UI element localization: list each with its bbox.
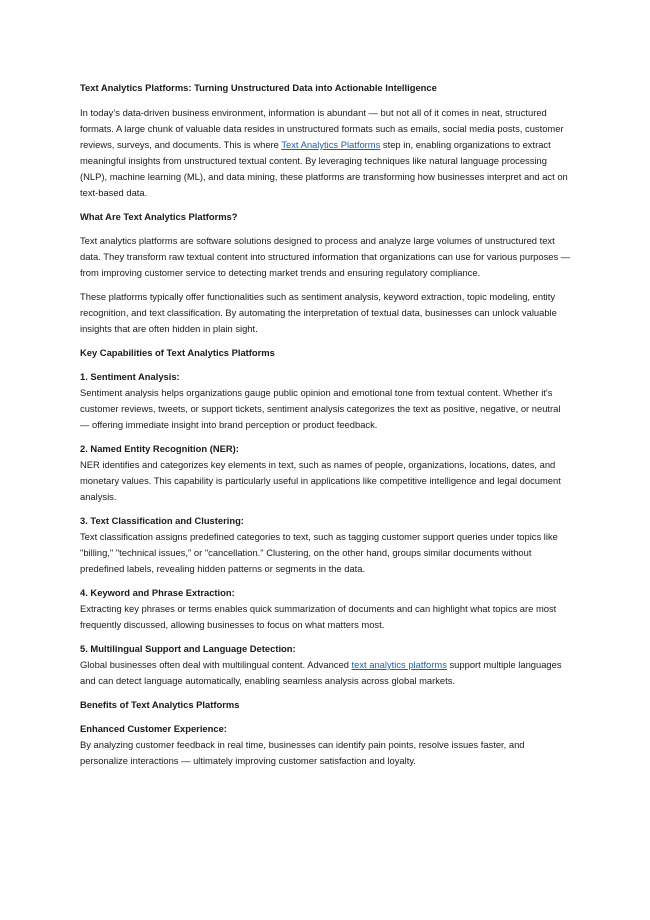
capability-body <box>80 657 572 689</box>
benefit-title: Enhanced Customer Experience: <box>80 723 227 734</box>
document-body <box>80 80 572 777</box>
what-are-heading: What Are Text Analytics Platforms? <box>80 211 238 222</box>
capability-ner <box>80 441 572 505</box>
capability-multilingual <box>80 641 572 689</box>
text-analytics-platforms-link[interactable]: Text Analytics Platforms <box>281 139 381 150</box>
intro-text-start: In today’s data-driven business environment, information is abundant — but not all of it comes in neat, structured formats. A large chunk of valuable data resides in unstructured formats such as emails, social media posts, customer reviews, surveys, and documents. This is where <box>80 107 564 150</box>
capability-title: 5. Multilingual Support and Language Detection: <box>80 643 296 654</box>
benefits-heading: Benefits of Text Analytics Platforms <box>80 699 240 710</box>
text-analytics-platforms-link-2[interactable]: text analytics platforms <box>351 659 447 670</box>
capability-body: NER identifies and categorizes key elements in text, such as names of people, organizations, locations, dates, and monetary values. This capability is particularly useful in applications like competitive intelligence and legal document analysis. <box>80 459 561 502</box>
capabilities-heading: Key Capabilities of Text Analytics Platforms <box>80 347 275 358</box>
intro-paragraph <box>80 105 572 201</box>
document-title: Text Analytics Platforms: Turning Unstructured Data into Actionable Intelligence <box>80 82 437 93</box>
capability-title: 1. Sentiment Analysis: <box>80 371 180 382</box>
capability-keyword-extraction <box>80 585 572 633</box>
multilingual-text-end: support multiple languages and can detect language automatically, enabling seamless analysis across global markets. <box>80 659 562 686</box>
capability-title: 3. Text Classification and Clustering: <box>80 515 244 526</box>
benefit-customer-experience <box>80 721 572 769</box>
capability-title: 2. Named Entity Recognition (NER): <box>80 443 239 454</box>
capability-classification <box>80 513 572 577</box>
capability-body: Sentiment analysis helps organizations gauge public opinion and emotional tone from textual content. Whether it's customer reviews, tweets, or support tickets, sentiment analysis categorizes the text as positive, negative, or neutral — offering immediate insight into brand perception or product feedback. <box>80 387 561 430</box>
what-are-paragraph-1: Text analytics platforms are software solutions designed to process and analyze large volumes of unstructured text data. They transform raw textual content into structured information that organizations can use for various purposes — from improving customer service to detecting market trends and ensuring regulatory compliance. <box>80 235 571 278</box>
multilingual-text-start: Global businesses often deal with multilingual content. Advanced <box>80 659 352 670</box>
benefit-body: By analyzing customer feedback in real time, businesses can identify pain points, resolve issues faster, and personalize interactions — ultimately improving customer satisfaction and loyalty. <box>80 739 525 766</box>
capability-body: Text classification assigns predefined categories to text, such as tagging customer support queries under topics like "billing," "technical issues," or "cancellation." Clustering, on the other hand, groups similar documents without predefined labels, revealing hidden patterns or segments in the data. <box>80 531 558 574</box>
intro-text-end: step in, enabling organizations to extract meaningful insights from unstructured textual content. By leveraging techniques like natural language processing (NLP), machine learning (ML), and data mining, these platforms are transforming how businesses interpret and act on text-based data. <box>80 139 568 198</box>
capability-body: Extracting key phrases or terms enables quick summarization of documents and can highlight what topics are most frequently discussed, allowing businesses to focus on what matters most. <box>80 603 557 630</box>
what-are-paragraph-2: These platforms typically offer functionalities such as sentiment analysis, keyword extraction, topic modeling, entity recognition, and text classification. By automating the interpretation of textual data, businesses can unlock valuable insights that are often hidden in plain sight. <box>80 291 557 334</box>
capability-sentiment <box>80 369 572 433</box>
capability-title: 4. Keyword and Phrase Extraction: <box>80 587 235 598</box>
